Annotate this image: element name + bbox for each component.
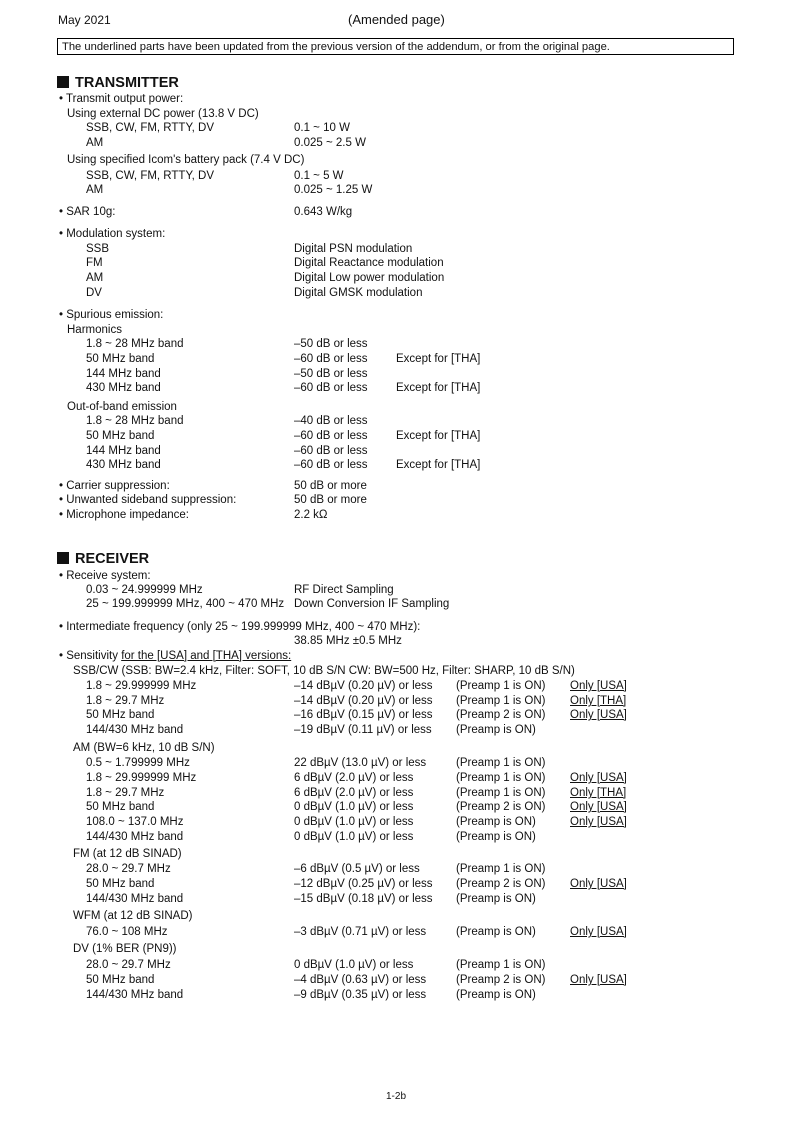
oob-band-4: 430 MHz band (86, 459, 161, 471)
tx-ext-ssb-value: 0.1 ~ 10 W (294, 122, 350, 134)
fm-preamp: (Preamp 2 is ON) (456, 878, 546, 890)
dv-sens-value: 0 dBµV (1.0 µV) or less (294, 959, 414, 971)
am-only-note: Only [THA] (570, 787, 627, 799)
ssb-only-note: Only [USA] (570, 709, 627, 721)
page-number: 1-2b (386, 1091, 407, 1102)
tx-sar-label: • SAR 10g: (59, 206, 116, 218)
fm-sens-value: –12 dBµV (0.25 µV) or less (294, 878, 433, 890)
rx-system-label: • Receive system: (59, 570, 151, 582)
tx-batt-am-label: AM (86, 184, 104, 196)
ssb-only-note: Only [THA] (570, 695, 627, 707)
oob-note-2: Except for [THA] (396, 430, 481, 442)
am-preamp: (Preamp is ON) (456, 831, 536, 843)
ssb-preamp: (Preamp 1 is ON) (456, 680, 546, 692)
am-only-note: Only [USA] (570, 801, 627, 813)
tx-ext-am-label: AM (86, 137, 104, 149)
am-freq: 0.5 ~ 1.799999 MHz (86, 757, 190, 769)
tx-batt-ssb-value: 0.1 ~ 5 W (294, 170, 344, 182)
fm-heading: FM (at 12 dB SINAD) (73, 848, 182, 860)
dv-preamp: (Preamp 2 is ON) (456, 974, 546, 986)
square-bullet-icon (57, 76, 69, 88)
ssb-freq: 1.8 ~ 29.7 MHz (86, 695, 165, 707)
tx-batt-am-value: 0.025 ~ 1.25 W (294, 184, 373, 196)
am-preamp: (Preamp is ON) (456, 816, 536, 828)
wfm-preamp: (Preamp is ON) (456, 926, 536, 938)
rx-range-2-value: Down Conversion IF Sampling (294, 598, 450, 610)
fm-preamp: (Preamp is ON) (456, 893, 536, 905)
am-sens-value: 0 dBµV (1.0 µV) or less (294, 831, 414, 843)
if-label: • Intermediate frequency (only 25 ~ 199.999999 MHz, 400 ~ 470 MHz): (59, 621, 421, 633)
tx-ext-dc-label: Using external DC power (13.8 V DC) (67, 108, 259, 120)
sensitivity-label: • Sensitivity for the [USA] and [THA] versions: (59, 650, 292, 662)
wfm-only-note: Only [USA] (570, 926, 627, 938)
am-heading: AM (BW=6 kHz, 10 dB S/N) (73, 742, 215, 754)
square-bullet-icon (57, 552, 69, 564)
wfm-freq: 76.0 ~ 108 MHz (86, 926, 168, 938)
am-sens-value: 6 dBµV (2.0 µV) or less (294, 772, 414, 784)
harm-band-4: 430 MHz band (86, 382, 161, 394)
fm-freq: 28.0 ~ 29.7 MHz (86, 863, 171, 875)
harm-band-3: 144 MHz band (86, 368, 161, 380)
tx-spurious-label: • Spurious emission: (59, 309, 164, 321)
mod-ssb-value: Digital PSN modulation (294, 243, 413, 255)
tx-ext-am-value: 0.025 ~ 2.5 W (294, 137, 366, 149)
oob-value-2: –60 dB or less (294, 430, 368, 442)
mod-dv-value: Digital GMSK modulation (294, 287, 423, 299)
am-sens-value: 6 dBµV (2.0 µV) or less (294, 787, 414, 799)
oob-note-4: Except for [THA] (396, 459, 481, 471)
oob-label: Out-of-band emission (67, 401, 177, 413)
mic-value: 2.2 kΩ (294, 509, 328, 521)
am-preamp: (Preamp 1 is ON) (456, 757, 546, 769)
transmitter-heading: TRANSMITTER (57, 76, 179, 90)
ssb-freq: 144/430 MHz band (86, 724, 184, 736)
ssb-preamp: (Preamp 2 is ON) (456, 709, 546, 721)
ssb-preamp: (Preamp is ON) (456, 724, 536, 736)
tx-modulation-label: • Modulation system: (59, 228, 166, 240)
dv-freq: 28.0 ~ 29.7 MHz (86, 959, 171, 971)
ssb-freq: 1.8 ~ 29.999999 MHz (86, 680, 197, 692)
fm-freq: 144/430 MHz band (86, 893, 184, 905)
harm-band-1: 1.8 ~ 28 MHz band (86, 338, 184, 350)
dv-freq: 144/430 MHz band (86, 989, 184, 1001)
mod-am-value: Digital Low power modulation (294, 272, 445, 284)
ssb-freq: 50 MHz band (86, 709, 155, 721)
tx-ext-ssb-label: SSB, CW, FM, RTTY, DV (86, 122, 215, 134)
tx-battery-label: Using specified Icom's battery pack (7.4 V DC) (67, 154, 305, 166)
unwanted-value: 50 dB or more (294, 494, 367, 506)
receiver-heading: RECEIVER (57, 552, 149, 566)
fm-freq: 50 MHz band (86, 878, 155, 890)
wfm-heading: WFM (at 12 dB SINAD) (73, 910, 193, 922)
ssb-sens-value: –14 dBµV (0.20 µV) or less (294, 680, 433, 692)
ssb-preamp: (Preamp 1 is ON) (456, 695, 546, 707)
mod-ssb-label: SSB (86, 243, 110, 255)
oob-band-1: 1.8 ~ 28 MHz band (86, 415, 184, 427)
harm-value-4: –60 dB or less (294, 382, 368, 394)
am-preamp: (Preamp 2 is ON) (456, 801, 546, 813)
dv-sens-value: –4 dBµV (0.63 µV) or less (294, 974, 427, 986)
update-notice: The underlined parts have been updated from the previous version of the addendum, or from the original page. (57, 38, 734, 55)
am-freq: 144/430 MHz band (86, 831, 184, 843)
mic-label: • Microphone impedance: (59, 509, 189, 521)
carrier-label: • Carrier suppression: (59, 480, 170, 492)
oob-value-4: –60 dB or less (294, 459, 368, 471)
mod-dv-label: DV (86, 287, 102, 299)
am-only-note: Only [USA] (570, 772, 627, 784)
ssb-heading: SSB/CW (SSB: BW=2.4 kHz, Filter: SOFT, 10 dB S/N CW: BW=500 Hz, Filter: SHARP, 10 dB S/N) (73, 665, 575, 677)
harm-band-2: 50 MHz band (86, 353, 155, 365)
oob-value-3: –60 dB or less (294, 445, 368, 457)
fm-only-note: Only [USA] (570, 878, 627, 890)
oob-value-1: –40 dB or less (294, 415, 368, 427)
am-freq: 1.8 ~ 29.999999 MHz (86, 772, 197, 784)
harm-note-2: Except for [THA] (396, 353, 481, 365)
am-freq: 1.8 ~ 29.7 MHz (86, 787, 165, 799)
mod-am-label: AM (86, 272, 104, 284)
header-date: May 2021 (58, 13, 111, 27)
harm-value-2: –60 dB or less (294, 353, 368, 365)
am-preamp: (Preamp 1 is ON) (456, 787, 546, 799)
am-only-note: Only [USA] (570, 816, 627, 828)
harmonics-label: Harmonics (67, 324, 122, 336)
rx-range-2: 25 ~ 199.999999 MHz, 400 ~ 470 MHz (86, 598, 285, 610)
dv-only-note: Only [USA] (570, 974, 627, 986)
mod-fm-label: FM (86, 257, 103, 269)
dv-preamp: (Preamp is ON) (456, 989, 536, 1001)
ssb-sens-value: –14 dBµV (0.20 µV) or less (294, 695, 433, 707)
if-value: 38.85 MHz ±0.5 MHz (294, 635, 402, 647)
amended-label: (Amended page) (348, 12, 445, 27)
dv-heading: DV (1% BER (PN9)) (73, 943, 177, 955)
am-sens-value: 0 dBµV (1.0 µV) or less (294, 801, 414, 813)
oob-band-3: 144 MHz band (86, 445, 161, 457)
am-sens-value: 0 dBµV (1.0 µV) or less (294, 816, 414, 828)
carrier-value: 50 dB or more (294, 480, 367, 492)
ssb-only-note: Only [USA] (570, 680, 627, 692)
am-sens-value: 22 dBµV (13.0 µV) or less (294, 757, 427, 769)
dv-preamp: (Preamp 1 is ON) (456, 959, 546, 971)
tx-batt-ssb-label: SSB, CW, FM, RTTY, DV (86, 170, 215, 182)
tx-sar-value: 0.643 W/kg (294, 206, 353, 218)
fm-sens-value: –15 dBµV (0.18 µV) or less (294, 893, 433, 905)
rx-range-1-value: RF Direct Sampling (294, 584, 394, 596)
fm-sens-value: –6 dBµV (0.5 µV) or less (294, 863, 420, 875)
am-freq: 108.0 ~ 137.0 MHz (86, 816, 184, 828)
ssb-sens-value: –19 dBµV (0.11 µV) or less (294, 724, 432, 736)
wfm-sens-value: –3 dBµV (0.71 µV) or less (294, 926, 427, 938)
harm-value-1: –50 dB or less (294, 338, 368, 350)
tx-output-power-label: • Transmit output power: (59, 93, 184, 105)
dv-sens-value: –9 dBµV (0.35 µV) or less (294, 989, 427, 1001)
oob-band-2: 50 MHz band (86, 430, 155, 442)
rx-range-1: 0.03 ~ 24.999999 MHz (86, 584, 203, 596)
harm-value-3: –50 dB or less (294, 368, 368, 380)
harm-note-4: Except for [THA] (396, 382, 481, 394)
am-freq: 50 MHz band (86, 801, 155, 813)
ssb-sens-value: –16 dBµV (0.15 µV) or less (294, 709, 433, 721)
mod-fm-value: Digital Reactance modulation (294, 257, 444, 269)
fm-preamp: (Preamp 1 is ON) (456, 863, 546, 875)
unwanted-label: • Unwanted sideband suppression: (59, 494, 237, 506)
dv-freq: 50 MHz band (86, 974, 155, 986)
am-preamp: (Preamp 1 is ON) (456, 772, 546, 784)
